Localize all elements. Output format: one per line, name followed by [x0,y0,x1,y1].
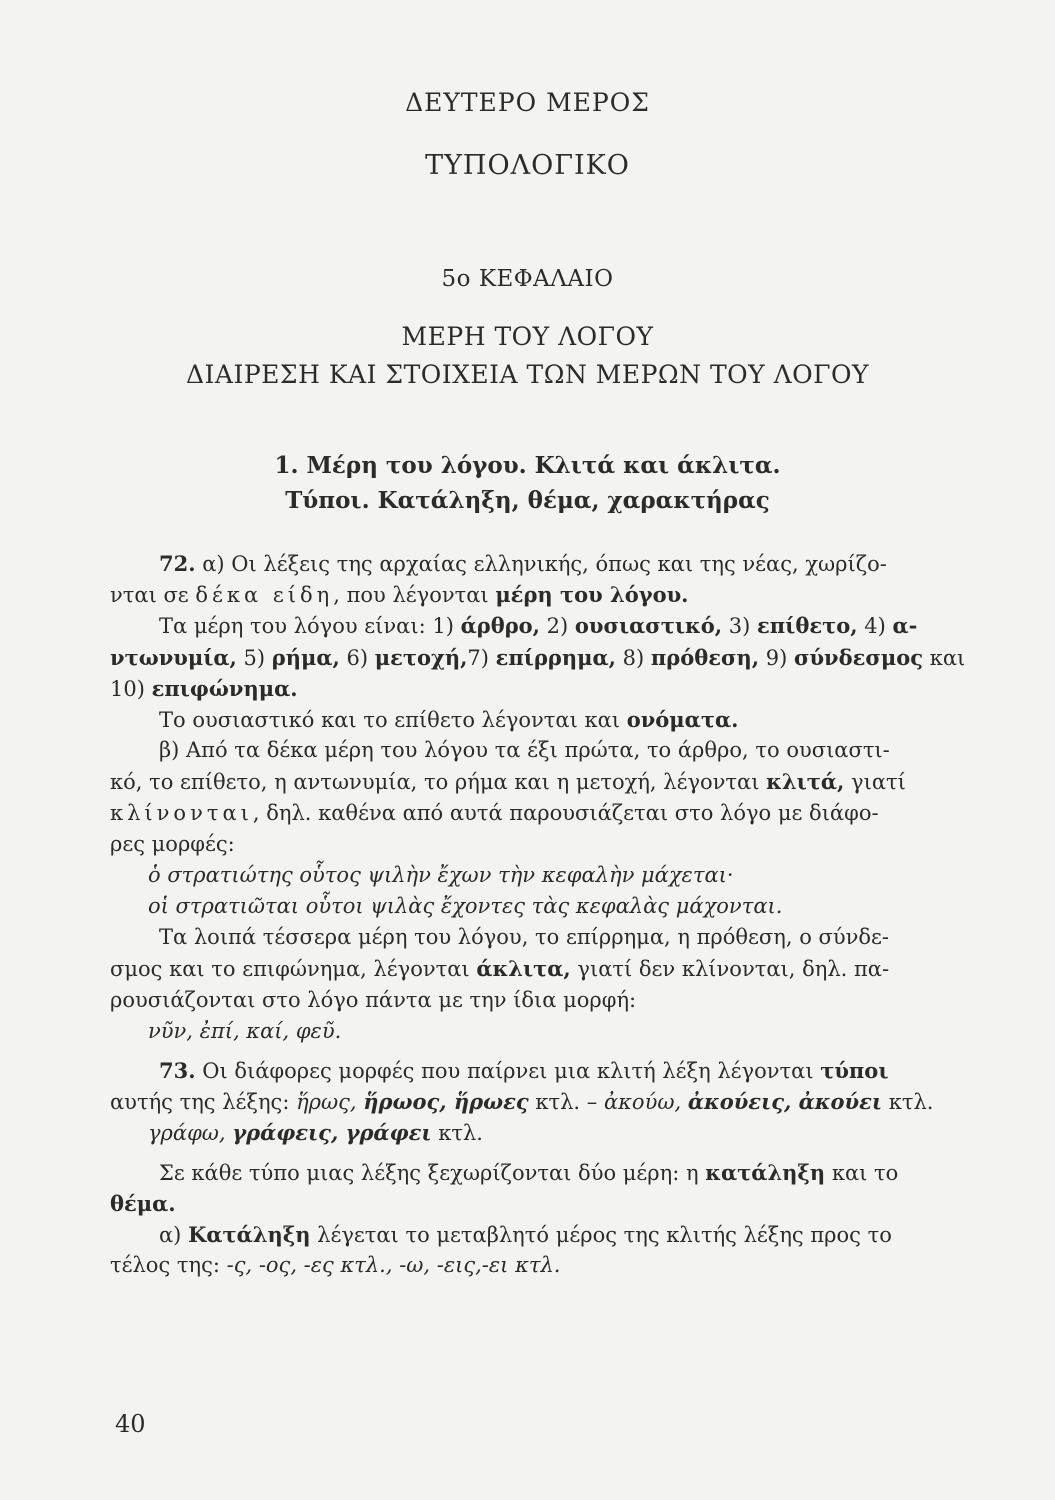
text-line: 10) επιφώνημα. [110,675,298,701]
part-title: ΤΥΠΟΛΟΓΙΚΟ [425,150,630,181]
body-text [110,548,980,1281]
text-line: Το ουσιαστικό και το επίθετο λέγονται και ονόματα. [159,706,739,732]
chapter-number: 5ο ΚΕΦΑΛΑΙΟ [441,266,614,292]
chapter-title-line-1: ΜΕΡΗ ΤΟΥ ΛΟΓΟΥ [401,322,654,351]
text-line: Σε κάθε τύπο μιας λέξης ξεχωρίζονται δύο μέρη: η κατάληξη και το [159,1159,899,1185]
text-line: θέμα. [110,1190,176,1216]
text-line: Τα μέρη του λόγου είναι: 1) άρθρο, 2) ουσιαστικό, 3) επίθετο, 4) α- [159,613,918,639]
text-line: ρουσιάζονται στο λόγο πάντα με την ίδια μορφή: [110,987,637,1012]
text-line: γράφω, γράφεις, γράφει κτλ. [148,1120,483,1146]
paragraph-number: 73. [159,1058,196,1083]
paragraph-number: 72. [159,551,196,576]
text-line: ντωνυμία, 5) ρήμα, 6) μετοχή,7) επίρρημα, 8) πρόθεση, 9) σύνδεσμος και [110,644,966,670]
text-line: κλίνονται, δηλ. καθένα από αυτά παρουσιάζεται στο λόγο με διάφο- [110,800,879,825]
text-line: αυτής της λέξης: ἥρως, ἥρωος, ἥρωες κτλ. – ἀκούω, ἀκούεις, ἀκούει κτλ. [110,1089,934,1115]
text-line: Τα λοιπά τέσσερα μέρη του λόγου, το επίρρημα, η πρόθεση, ο σύνδε- [159,925,889,950]
example-line: νῦν, ἐπί, καί, φεῦ. [148,1018,342,1043]
text-line: β) Από τα δέκα μέρη του λόγου τα έξι πρώτα, το άρθρο, το ουσιαστι- [159,738,890,763]
example-line: οἱ στρατιῶται οὗτοι ψιλὰς ἔχοντες τὰς κεφαλὰς μάχονται. [148,894,783,919]
page-number: 40 [115,1410,146,1438]
text-line: α) Κατάληξη λέγεται το μεταβλητό μέρος της κλιτής λέξης προς το [159,1221,892,1247]
text-line: νται σε δέκα είδη, που λέγονται μέρη του λόγου. [110,582,689,608]
example-line: ὁ στρατιώτης οὗτος ψιλὴν ἔχων τὴν κεφαλὴν μάχεται· [148,862,734,887]
section-heading-2: Τύποι. Κατάληξη, θέμα, χαρακτήρας [285,487,770,514]
section-heading-1: 1. Μέρη του λόγου. Κλιτά και άκλιτα. [274,452,781,479]
part-heading: ΔΕΥΤΕΡΟ ΜΕΡΟΣ [405,88,650,117]
text-line: σμος και το επιφώνημα, λέγονται άκλιτα, γιατί δεν κλίνονται, δηλ. πα- [110,956,890,982]
text-line: ρες μορφές: [110,831,235,856]
chapter-title-line-2: ΔΙΑΙΡΕΣΗ ΚΑΙ ΣΤΟΙΧΕΙΑ ΤΩΝ ΜΕΡΩΝ ΤΟΥ ΛΟΓΟΥ [185,360,869,389]
text-line: κό, το επίθετο, η αντωνυμία, το ρήμα και η μετοχή, λέγονται κλιτά, γιατί [110,769,906,795]
text-line: τέλος της: -ς, -ος, -ες κτλ., -ω, -εις,-ει κτλ. [110,1253,561,1278]
text-line: 72. α) Οι λέξεις της αρχαίας ελληνικής, όπως και της νέας, χωρίζο- [159,551,887,576]
text-line: 73. Οι διάφορες μορφές που παίρνει μια κλιτή λέξη λέγονται τύποι [159,1058,889,1083]
